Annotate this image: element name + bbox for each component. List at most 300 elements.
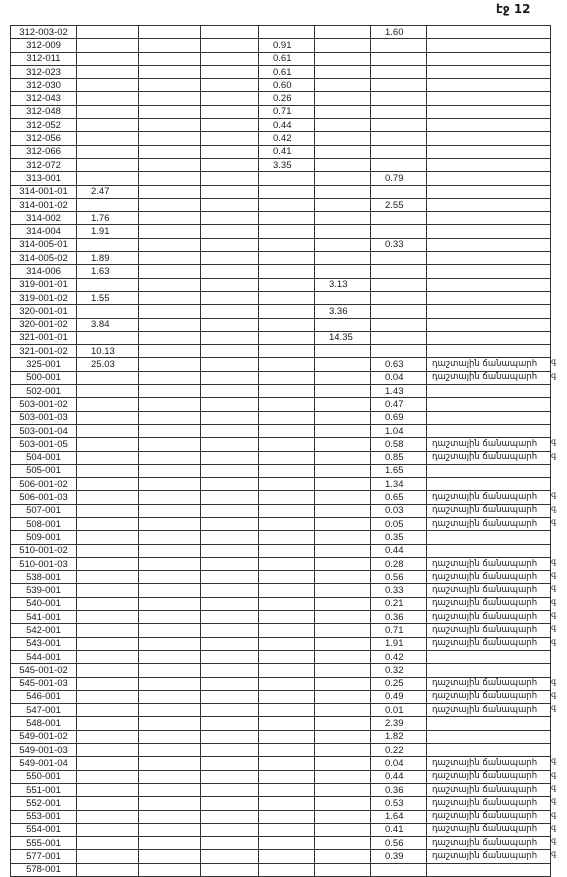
parcel-code-cell: 325-001 bbox=[11, 358, 77, 371]
area-value-cell bbox=[201, 252, 259, 265]
table-row bbox=[11, 331, 551, 344]
area-value-cell bbox=[259, 664, 315, 677]
table-row bbox=[11, 451, 551, 464]
area-value-cell bbox=[315, 757, 371, 770]
area-value-cell bbox=[139, 597, 201, 610]
table-row bbox=[11, 557, 551, 570]
margin-mark: գ bbox=[551, 597, 557, 606]
table-row bbox=[11, 850, 551, 863]
area-value-cell bbox=[201, 158, 259, 171]
area-value-cell bbox=[371, 225, 427, 238]
area-value-cell bbox=[259, 624, 315, 637]
table-row bbox=[11, 517, 551, 530]
area-value-cell bbox=[201, 797, 259, 810]
area-value-cell: 1.34 bbox=[371, 478, 427, 491]
parcel-code-cell: 577-001 bbox=[11, 850, 77, 863]
margin-mark: գ bbox=[551, 849, 557, 858]
area-value-cell: 0.36 bbox=[371, 783, 427, 796]
area-value-cell bbox=[315, 252, 371, 265]
area-value-cell bbox=[201, 438, 259, 451]
area-value-cell bbox=[77, 504, 139, 517]
land-type-cell: դաշտային ճանապարհ bbox=[427, 597, 551, 610]
table-row bbox=[11, 837, 551, 850]
margin-mark: գ bbox=[551, 810, 557, 819]
area-value-cell bbox=[315, 531, 371, 544]
land-type-cell bbox=[427, 385, 551, 398]
margin-mark: գ bbox=[551, 517, 557, 526]
table-row bbox=[11, 757, 551, 770]
area-value-cell bbox=[259, 371, 315, 384]
area-value-cell bbox=[201, 371, 259, 384]
area-value-cell bbox=[201, 185, 259, 198]
area-value-cell bbox=[139, 385, 201, 398]
area-value-cell bbox=[201, 611, 259, 624]
area-value-cell: 0.65 bbox=[371, 491, 427, 504]
parcel-code-cell: 549-001-04 bbox=[11, 757, 77, 770]
area-value-cell bbox=[315, 464, 371, 477]
land-type-cell bbox=[427, 79, 551, 92]
area-value-cell bbox=[77, 172, 139, 185]
land-type-cell: դաշտային ճանապարհ bbox=[427, 637, 551, 650]
area-value-cell bbox=[315, 597, 371, 610]
area-value-cell bbox=[77, 704, 139, 717]
table-row bbox=[11, 65, 551, 78]
area-value-cell bbox=[259, 305, 315, 318]
area-value-cell bbox=[77, 119, 139, 132]
area-value-cell bbox=[259, 837, 315, 850]
area-value-cell bbox=[371, 212, 427, 225]
area-value-cell bbox=[201, 491, 259, 504]
area-value-cell bbox=[139, 172, 201, 185]
area-value-cell bbox=[139, 371, 201, 384]
area-value-cell bbox=[77, 597, 139, 610]
area-value-cell: 0.39 bbox=[371, 850, 427, 863]
table-row bbox=[11, 265, 551, 278]
area-value-cell bbox=[201, 571, 259, 584]
area-value-cell bbox=[139, 39, 201, 52]
land-type-cell: դաշտային ճանապարհ bbox=[427, 704, 551, 717]
land-type-cell bbox=[427, 398, 551, 411]
area-value-cell bbox=[139, 783, 201, 796]
area-value-cell bbox=[77, 571, 139, 584]
land-type-cell: դաշտային ճանապարհ bbox=[427, 757, 551, 770]
area-value-cell bbox=[259, 584, 315, 597]
area-value-cell bbox=[371, 265, 427, 278]
parcel-code-cell: 314-006 bbox=[11, 265, 77, 278]
page-label: էջ 12 bbox=[496, 2, 531, 16]
area-value-cell bbox=[371, 92, 427, 105]
land-type-cell bbox=[427, 238, 551, 251]
area-value-cell bbox=[371, 291, 427, 304]
margin-mark: գ bbox=[551, 504, 557, 513]
area-value-cell bbox=[139, 757, 201, 770]
area-value-cell: 0.26 bbox=[259, 92, 315, 105]
parcel-code-cell: 319-001-01 bbox=[11, 278, 77, 291]
table-row bbox=[11, 105, 551, 118]
margin-mark: գ bbox=[551, 823, 557, 832]
area-value-cell bbox=[259, 225, 315, 238]
area-value-cell bbox=[139, 584, 201, 597]
land-type-cell bbox=[427, 252, 551, 265]
area-value-cell: 0.28 bbox=[371, 557, 427, 570]
area-value-cell bbox=[315, 744, 371, 757]
area-value-cell: 0.47 bbox=[371, 398, 427, 411]
area-value-cell bbox=[77, 757, 139, 770]
area-value-cell: 1.64 bbox=[371, 810, 427, 823]
table-row bbox=[11, 797, 551, 810]
land-type-cell: դաշտային ճանապարհ bbox=[427, 837, 551, 850]
area-value-cell bbox=[259, 744, 315, 757]
area-value-cell bbox=[201, 664, 259, 677]
area-value-cell bbox=[77, 544, 139, 557]
parcel-code-cell: 545-001-02 bbox=[11, 664, 77, 677]
area-value-cell bbox=[139, 65, 201, 78]
parcel-code-cell: 554-001 bbox=[11, 823, 77, 836]
area-value-cell bbox=[139, 797, 201, 810]
area-value-cell bbox=[77, 744, 139, 757]
land-type-cell bbox=[427, 92, 551, 105]
area-value-cell bbox=[259, 850, 315, 863]
area-value-cell bbox=[259, 770, 315, 783]
area-value-cell bbox=[201, 451, 259, 464]
area-value-cell: 0.32 bbox=[371, 664, 427, 677]
area-value-cell bbox=[315, 850, 371, 863]
area-value-cell bbox=[201, 478, 259, 491]
land-type-cell bbox=[427, 265, 551, 278]
area-value-cell bbox=[77, 424, 139, 437]
parcel-code-cell: 312-052 bbox=[11, 119, 77, 132]
area-value-cell bbox=[139, 105, 201, 118]
land-type-cell: դաշտային ճանապարհ bbox=[427, 783, 551, 796]
parcel-code-cell: 312-003-02 bbox=[11, 26, 77, 39]
parcel-code-cell: 314-001-02 bbox=[11, 198, 77, 211]
area-value-cell bbox=[77, 52, 139, 65]
land-type-cell bbox=[427, 863, 551, 876]
area-value-cell bbox=[201, 517, 259, 530]
area-value-cell bbox=[139, 305, 201, 318]
land-type-cell: դաշտային ճանապարհ bbox=[427, 611, 551, 624]
area-value-cell bbox=[315, 584, 371, 597]
area-value-cell bbox=[315, 411, 371, 424]
area-value-cell bbox=[77, 650, 139, 663]
area-value-cell bbox=[315, 451, 371, 464]
area-value-cell bbox=[77, 305, 139, 318]
area-value-cell bbox=[77, 531, 139, 544]
parcel-table bbox=[10, 25, 551, 877]
parcel-code-cell: 314-005-01 bbox=[11, 238, 77, 251]
area-value-cell bbox=[201, 850, 259, 863]
table-row bbox=[11, 198, 551, 211]
area-value-cell bbox=[139, 278, 201, 291]
area-value-cell bbox=[315, 212, 371, 225]
parcel-code-cell: 503-001-05 bbox=[11, 438, 77, 451]
table-row bbox=[11, 158, 551, 171]
area-value-cell bbox=[139, 265, 201, 278]
table-row bbox=[11, 464, 551, 477]
area-value-cell bbox=[139, 225, 201, 238]
area-value-cell: 0.36 bbox=[371, 611, 427, 624]
area-value-cell bbox=[259, 557, 315, 570]
area-value-cell bbox=[201, 424, 259, 437]
parcel-code-cell: 553-001 bbox=[11, 810, 77, 823]
area-value-cell bbox=[259, 823, 315, 836]
table-row bbox=[11, 863, 551, 876]
area-value-cell bbox=[259, 571, 315, 584]
area-value-cell bbox=[77, 145, 139, 158]
area-value-cell bbox=[315, 664, 371, 677]
area-value-cell bbox=[315, 198, 371, 211]
parcel-code-cell: 502-001 bbox=[11, 385, 77, 398]
area-value-cell bbox=[139, 145, 201, 158]
land-type-cell bbox=[427, 198, 551, 211]
area-value-cell bbox=[315, 837, 371, 850]
area-value-cell bbox=[259, 26, 315, 39]
area-value-cell bbox=[259, 358, 315, 371]
area-value-cell bbox=[259, 504, 315, 517]
area-value-cell bbox=[201, 65, 259, 78]
area-value-cell bbox=[259, 797, 315, 810]
table-row bbox=[11, 717, 551, 730]
area-value-cell bbox=[315, 637, 371, 650]
area-value-cell: 0.04 bbox=[371, 371, 427, 384]
table-row bbox=[11, 438, 551, 451]
land-type-cell bbox=[427, 132, 551, 145]
area-value-cell: 3.13 bbox=[315, 278, 371, 291]
parcel-code-cell: 550-001 bbox=[11, 770, 77, 783]
land-type-cell bbox=[427, 185, 551, 198]
area-value-cell: 0.33 bbox=[371, 584, 427, 597]
parcel-code-cell: 549-001-03 bbox=[11, 744, 77, 757]
table-row bbox=[11, 172, 551, 185]
area-value-cell: 14.35 bbox=[315, 331, 371, 344]
land-type-cell bbox=[427, 172, 551, 185]
area-value-cell bbox=[77, 850, 139, 863]
table-row bbox=[11, 770, 551, 783]
area-value-cell: 10.13 bbox=[77, 345, 139, 358]
area-value-cell bbox=[139, 677, 201, 690]
parcel-code-cell: 507-001 bbox=[11, 504, 77, 517]
area-value-cell: 3.36 bbox=[315, 305, 371, 318]
parcel-code-cell: 545-001-03 bbox=[11, 677, 77, 690]
parcel-code-cell: 505-001 bbox=[11, 464, 77, 477]
parcel-code-cell: 544-001 bbox=[11, 650, 77, 663]
table-row bbox=[11, 132, 551, 145]
table-row bbox=[11, 278, 551, 291]
area-value-cell bbox=[201, 863, 259, 876]
area-value-cell bbox=[315, 185, 371, 198]
land-type-cell bbox=[427, 39, 551, 52]
area-value-cell bbox=[315, 677, 371, 690]
area-value-cell: 0.42 bbox=[259, 132, 315, 145]
table-row bbox=[11, 252, 551, 265]
land-type-cell bbox=[427, 531, 551, 544]
area-value-cell bbox=[315, 863, 371, 876]
area-value-cell bbox=[139, 837, 201, 850]
area-value-cell bbox=[259, 424, 315, 437]
land-type-cell bbox=[427, 305, 551, 318]
area-value-cell bbox=[201, 770, 259, 783]
area-value-cell bbox=[201, 145, 259, 158]
area-value-cell bbox=[139, 664, 201, 677]
area-value-cell bbox=[259, 464, 315, 477]
margin-mark: գ bbox=[551, 770, 557, 779]
area-value-cell bbox=[315, 704, 371, 717]
area-value-cell bbox=[201, 105, 259, 118]
area-value-cell: 0.44 bbox=[371, 770, 427, 783]
area-value-cell bbox=[315, 544, 371, 557]
area-value-cell bbox=[259, 451, 315, 464]
land-type-cell bbox=[427, 26, 551, 39]
area-value-cell bbox=[139, 571, 201, 584]
area-value-cell bbox=[259, 345, 315, 358]
area-value-cell bbox=[139, 611, 201, 624]
area-value-cell bbox=[259, 863, 315, 876]
area-value-cell bbox=[139, 52, 201, 65]
land-type-cell bbox=[427, 119, 551, 132]
area-value-cell: 1.63 bbox=[77, 265, 139, 278]
area-value-cell bbox=[139, 704, 201, 717]
area-value-cell bbox=[201, 744, 259, 757]
table-row bbox=[11, 411, 551, 424]
area-value-cell bbox=[371, 863, 427, 876]
area-value-cell bbox=[259, 252, 315, 265]
parcel-code-cell: 555-001 bbox=[11, 837, 77, 850]
area-value-cell bbox=[139, 119, 201, 132]
parcel-code-cell: 314-002 bbox=[11, 212, 77, 225]
area-value-cell: 0.91 bbox=[259, 39, 315, 52]
area-value-cell bbox=[77, 79, 139, 92]
area-value-cell bbox=[315, 225, 371, 238]
land-type-cell bbox=[427, 717, 551, 730]
area-value-cell: 0.05 bbox=[371, 517, 427, 530]
area-value-cell bbox=[315, 438, 371, 451]
margin-mark: գ bbox=[551, 437, 557, 446]
area-value-cell bbox=[259, 491, 315, 504]
land-type-cell bbox=[427, 411, 551, 424]
area-value-cell bbox=[315, 52, 371, 65]
area-value-cell: 0.85 bbox=[371, 451, 427, 464]
area-value-cell bbox=[77, 92, 139, 105]
land-type-cell: դաշտային ճանապարհ bbox=[427, 571, 551, 584]
area-value-cell bbox=[201, 39, 259, 52]
area-value-cell bbox=[259, 611, 315, 624]
area-value-cell: 0.03 bbox=[371, 504, 427, 517]
area-value-cell bbox=[315, 385, 371, 398]
table-row bbox=[11, 544, 551, 557]
area-value-cell: 0.04 bbox=[371, 757, 427, 770]
area-value-cell bbox=[139, 238, 201, 251]
area-value-cell: 1.91 bbox=[77, 225, 139, 238]
parcel-code-cell: 312-023 bbox=[11, 65, 77, 78]
land-type-cell bbox=[427, 730, 551, 743]
area-value-cell bbox=[315, 119, 371, 132]
area-value-cell: 0.49 bbox=[371, 690, 427, 703]
area-value-cell bbox=[139, 345, 201, 358]
land-type-cell: դաշտային ճանապարհ bbox=[427, 690, 551, 703]
area-value-cell bbox=[371, 331, 427, 344]
margin-mark: գ bbox=[551, 703, 557, 712]
margin-mark: գ bbox=[551, 357, 557, 366]
area-value-cell: 1.91 bbox=[371, 637, 427, 650]
area-value-cell bbox=[77, 132, 139, 145]
area-value-cell bbox=[139, 411, 201, 424]
margin-mark: գ bbox=[551, 677, 557, 686]
margin-mark: գ bbox=[551, 451, 557, 460]
area-value-cell bbox=[315, 371, 371, 384]
area-value-cell bbox=[201, 624, 259, 637]
parcel-code-cell: 319-001-02 bbox=[11, 291, 77, 304]
table-row bbox=[11, 398, 551, 411]
area-value-cell bbox=[77, 331, 139, 344]
area-value-cell bbox=[139, 438, 201, 451]
area-value-cell: 0.41 bbox=[259, 145, 315, 158]
parcel-code-cell: 312-030 bbox=[11, 79, 77, 92]
area-value-cell bbox=[315, 571, 371, 584]
area-value-cell bbox=[371, 305, 427, 318]
area-value-cell bbox=[371, 345, 427, 358]
area-value-cell bbox=[139, 717, 201, 730]
land-type-cell bbox=[427, 212, 551, 225]
area-value-cell bbox=[201, 398, 259, 411]
parcel-code-cell: 314-001-01 bbox=[11, 185, 77, 198]
parcel-code-cell: 500-001 bbox=[11, 371, 77, 384]
area-value-cell bbox=[139, 331, 201, 344]
parcel-code-cell: 540-001 bbox=[11, 597, 77, 610]
area-value-cell bbox=[139, 690, 201, 703]
area-value-cell bbox=[315, 291, 371, 304]
area-value-cell bbox=[201, 291, 259, 304]
parcel-code-cell: 541-001 bbox=[11, 611, 77, 624]
area-value-cell: 0.58 bbox=[371, 438, 427, 451]
area-value-cell bbox=[77, 797, 139, 810]
table-row bbox=[11, 611, 551, 624]
parcel-code-cell: 503-001-02 bbox=[11, 398, 77, 411]
area-value-cell: 0.44 bbox=[371, 544, 427, 557]
parcel-code-cell: 509-001 bbox=[11, 531, 77, 544]
area-value-cell bbox=[201, 783, 259, 796]
area-value-cell bbox=[201, 597, 259, 610]
area-value-cell bbox=[315, 823, 371, 836]
area-value-cell bbox=[77, 584, 139, 597]
area-value-cell bbox=[139, 291, 201, 304]
area-value-cell bbox=[139, 424, 201, 437]
land-type-cell bbox=[427, 464, 551, 477]
area-value-cell: 0.41 bbox=[371, 823, 427, 836]
margin-mark: գ bbox=[551, 570, 557, 579]
land-type-cell bbox=[427, 331, 551, 344]
area-value-cell: 0.42 bbox=[371, 650, 427, 663]
area-value-cell bbox=[77, 783, 139, 796]
parcel-code-cell: 312-048 bbox=[11, 105, 77, 118]
table-row bbox=[11, 39, 551, 52]
area-value-cell bbox=[315, 238, 371, 251]
parcel-code-cell: 506-001-02 bbox=[11, 478, 77, 491]
parcel-code-cell: 312-009 bbox=[11, 39, 77, 52]
area-value-cell bbox=[201, 544, 259, 557]
area-value-cell bbox=[139, 637, 201, 650]
area-value-cell bbox=[371, 52, 427, 65]
area-value-cell: 0.35 bbox=[371, 531, 427, 544]
area-value-cell bbox=[201, 358, 259, 371]
area-value-cell bbox=[139, 863, 201, 876]
margin-mark: գ bbox=[551, 583, 557, 592]
area-value-cell: 3.35 bbox=[259, 158, 315, 171]
area-value-cell: 2.55 bbox=[371, 198, 427, 211]
table-row bbox=[11, 238, 551, 251]
table-row bbox=[11, 358, 551, 371]
area-value-cell bbox=[139, 26, 201, 39]
parcel-code-cell: 313-001 bbox=[11, 172, 77, 185]
